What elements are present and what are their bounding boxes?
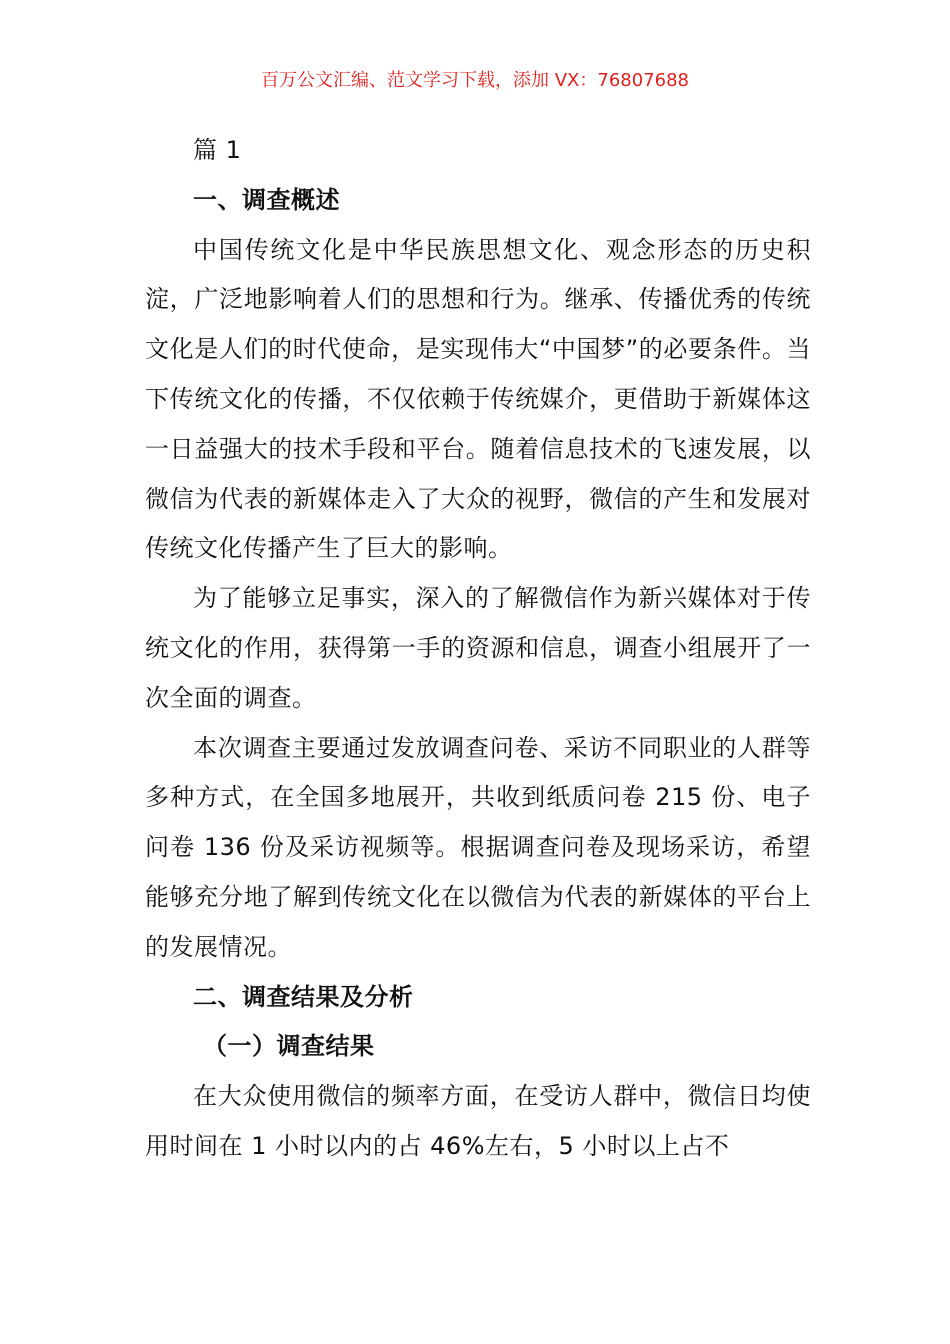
- subheading-results: （一）调查结果: [203, 1032, 375, 1061]
- paragraph-1: 中国传统文化是中华民族思想文化、观念形态的历史积淀，广泛地影响着人们的思想和行为。继承、传播优秀的传统文化是人们的时代使命，是实现伟大“中国梦”的必要条件。当下传统文化的传播，不仅依赖于传统媒介，更借助于新媒体这一日益强大的技术手段和平台。随着信息技术的飞速发展，以微信为代表的新媒体走入了大众的视野，微信的产生和发展对传统文化传播产生了巨大的影响。: [145, 235, 811, 563]
- section-label: 篇 1: [193, 136, 242, 164]
- document-body: [145, 126, 811, 1172]
- header-watermark-text: 百万公文汇编、范文学习下载，添加 VX：76807688: [261, 70, 689, 91]
- paragraph-3: 本次调查主要通过发放调查问卷、采访不同职业的人群等多种方式，在全国多地展开，共收到纸质问卷 215 份、电子问卷 136 份及采访视频等。根据调查问卷及现场采访，希望能够充分地了解到传统文化在以微信为代表的新媒体的平台上的发展情况。: [145, 733, 811, 961]
- heading-survey-overview: 一、调查概述: [193, 185, 340, 214]
- paragraph-4: 在大众使用微信的频率方面，在受访人群中，微信日均使用时间在 1 小时以内的占 46%左右，5 小时以上占不: [145, 1082, 811, 1160]
- paragraph-2: 为了能够立足事实，深入的了解微信作为新兴媒体对于传统文化的作用，获得第一手的资源和信息，调查小组展开了一次全面的调查。: [145, 584, 811, 712]
- heading-results-analysis: 二、调查结果及分析: [193, 982, 414, 1011]
